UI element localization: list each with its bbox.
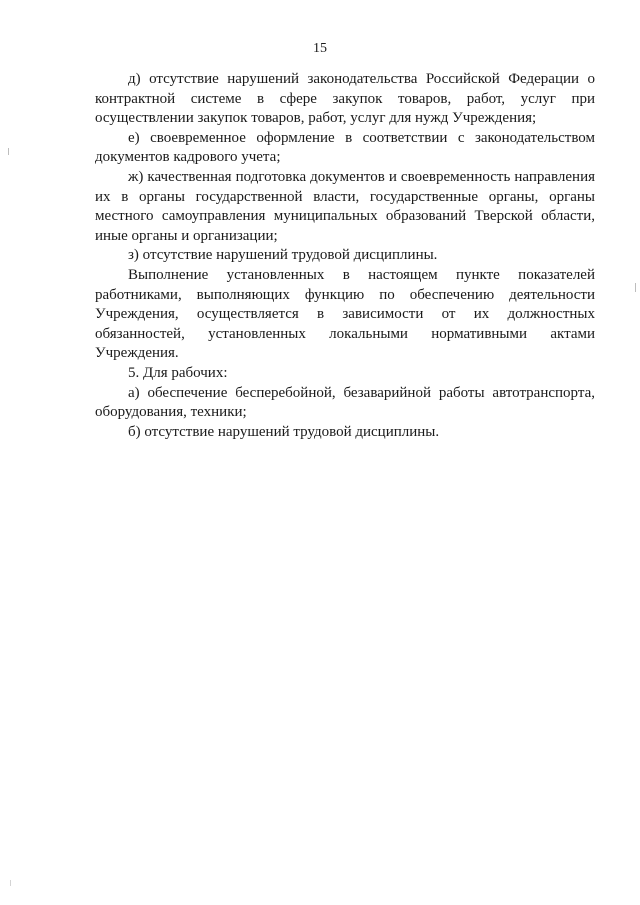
paragraph-item-e: е) своевременное оформление в соответствии с законодательством документов кадрового учета;	[95, 129, 595, 166]
section-heading-workers: 5. Для рабочих:	[128, 364, 228, 381]
document-body	[95, 70, 595, 442]
paragraph-item-b: б) отсутствие нарушений трудовой дисциплины.	[128, 423, 440, 440]
paragraph-item-d: д) отсутствие нарушений законодательства Российской Федерации о контрактной системе в сфере закупок товаров, работ, услуг при осуществлении закупок товаров, работ, услуг для нужд Учреждения;	[95, 71, 595, 127]
scan-artifact-bottom	[10, 880, 11, 886]
paragraph-item-a: а) обеспечение бесперебойной, безаварийной работы автотранспорта, оборудования, техники;	[95, 384, 595, 421]
paragraph-item-zh: ж) качественная подготовка документов и своевременность направления их в органы государственной власти, государственные органы, органы местного самоуправления муниципальных образований Тверской области, иные органы и организации;	[95, 168, 595, 244]
paragraph-item-z: з) отсутствие нарушений трудовой дисциплины.	[128, 247, 438, 264]
scan-artifact-left	[8, 148, 9, 155]
paragraph-performance-note: Выполнение установленных в настоящем пункте показателей работниками, выполняющих функцию по обеспечению деятельности Учреждения, осуществляется в зависимости от их должностных обязанностей, установленных локальными нормативными актами Учреждения.	[95, 266, 595, 362]
page-number: 15	[313, 41, 327, 56]
scan-artifact-right	[635, 283, 636, 292]
